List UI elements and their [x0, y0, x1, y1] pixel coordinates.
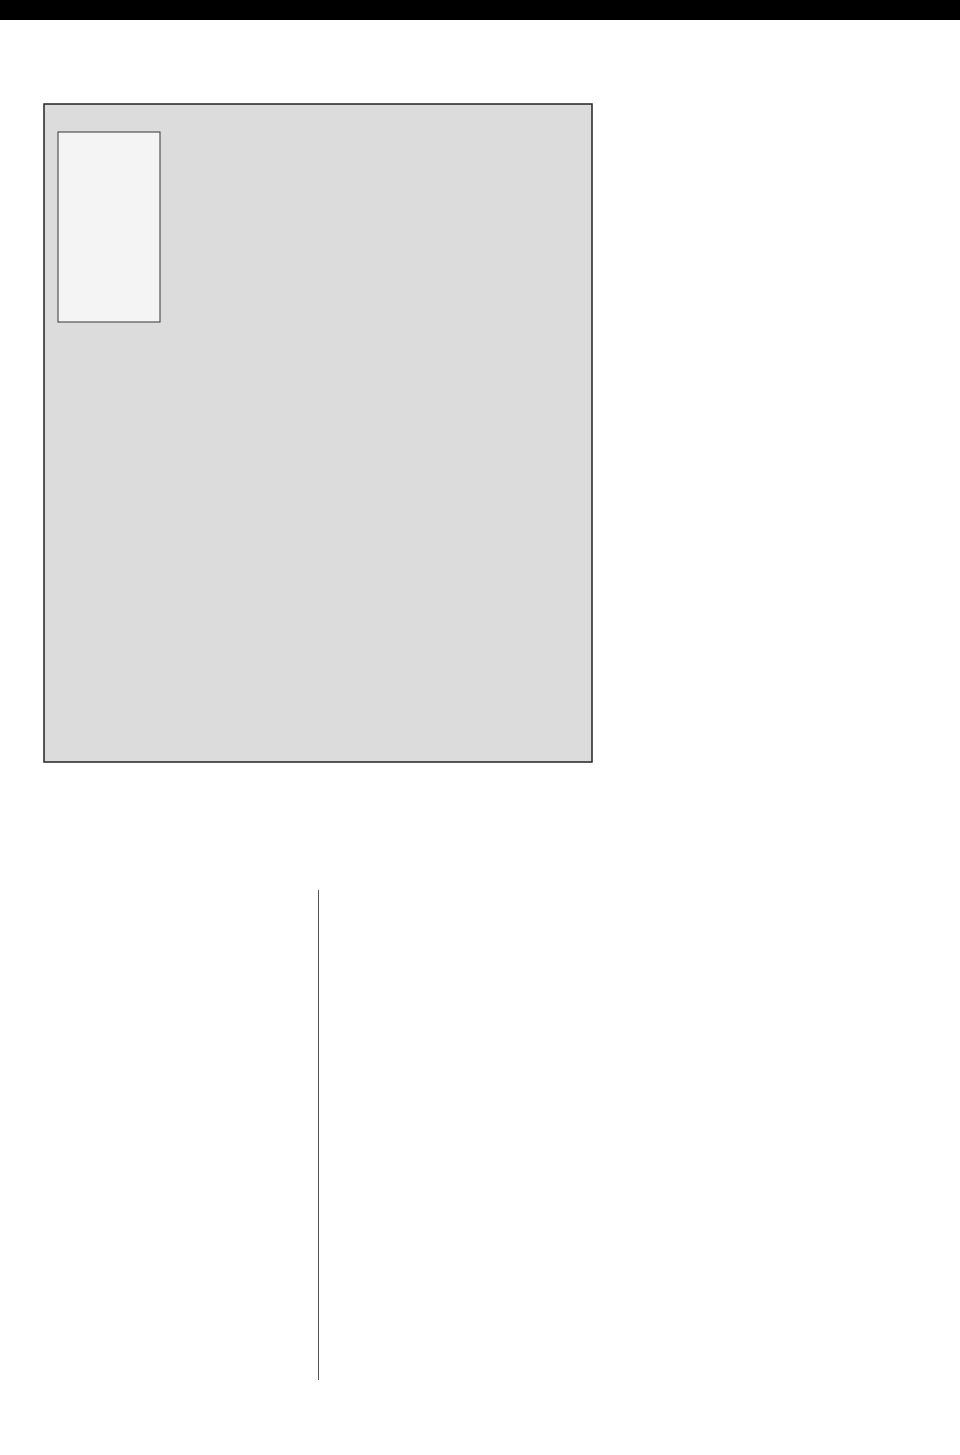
column-divider: [318, 890, 319, 1380]
column-2: [330, 890, 630, 911]
baltic-density-map: [6, 96, 634, 786]
legend: [58, 132, 160, 322]
column-3: [656, 778, 954, 799]
top-black-bar: [0, 0, 960, 20]
